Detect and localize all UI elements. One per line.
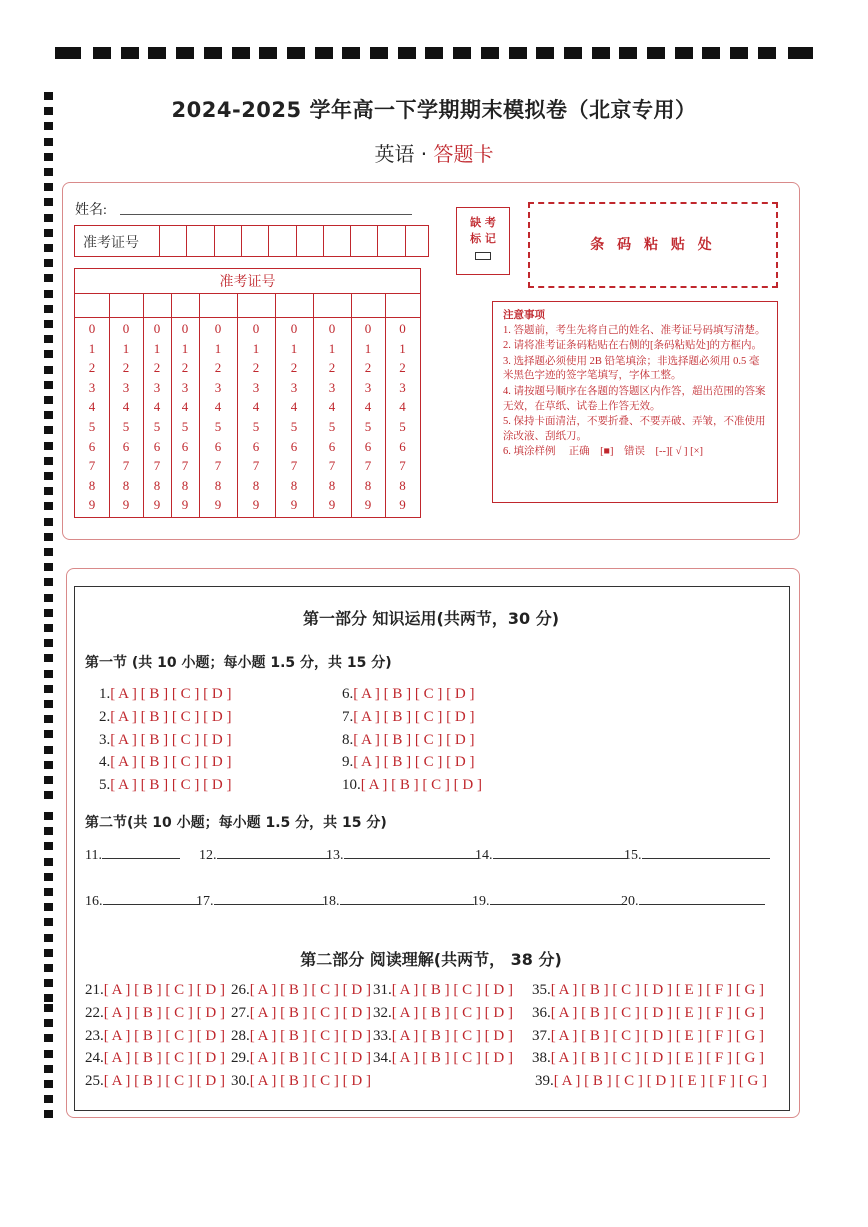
marker-block: [44, 715, 53, 723]
digit-column: [246, 319, 266, 515]
instruction-item: 1. 答题前，考生先将自己的姓名、准考证号码填写清楚。: [503, 324, 766, 336]
marker-block: [44, 1110, 53, 1118]
exam-id-cell[interactable]: [405, 226, 406, 256]
digit-option[interactable]: 6: [252, 438, 260, 454]
digit-option[interactable]: 0: [153, 321, 161, 336]
digit-option[interactable]: 5: [181, 418, 189, 434]
digit-option[interactable]: 9: [364, 497, 372, 513]
digit-option[interactable]: 5: [122, 418, 130, 434]
digit-column: [116, 319, 136, 515]
marker-block: [44, 183, 53, 191]
marker-block: [44, 594, 53, 602]
digit-option[interactable]: 9: [153, 497, 161, 513]
choice-row[interactable]: 32.[ A ] [ B ] [ C ] [ D ]: [373, 1004, 513, 1021]
digit-option[interactable]: 7: [153, 458, 161, 474]
digit-option[interactable]: 5: [290, 418, 298, 434]
marker-block: [44, 244, 53, 252]
missing-label-2: 标 记: [470, 232, 496, 245]
choice-row[interactable]: 36.[ A ] [ B ] [ C ] [ D ] [ E ] [ F ] [ G ]: [532, 1004, 765, 1021]
digit-option[interactable]: 7: [328, 458, 336, 474]
digit-option[interactable]: 2: [122, 360, 130, 376]
marker-block: [44, 290, 53, 298]
marker-block: [44, 700, 53, 708]
exam-id-cell[interactable]: [241, 226, 242, 256]
marker-block: [259, 47, 277, 59]
marker-block: [148, 47, 166, 59]
marker-block: [370, 47, 388, 59]
marker-block: [44, 518, 53, 526]
fill-blank[interactable]: 15.: [624, 846, 770, 864]
grid-column-line: [275, 293, 276, 517]
digit-option[interactable]: 6: [214, 438, 222, 454]
instruction-item: 6. 填涂样例 正确 [■] 错误 [--][ √ ] [×]: [503, 446, 703, 458]
marker-block: [44, 888, 53, 896]
marker-block: [44, 873, 53, 881]
marker-block: [44, 609, 53, 617]
choice-row[interactable]: 34.[ A ] [ B ] [ C ] [ D ]: [373, 1050, 513, 1067]
digit-option[interactable]: 6: [122, 438, 130, 454]
digit-option[interactable]: 2: [88, 360, 96, 376]
digit-option[interactable]: 5: [88, 418, 96, 434]
choice-row[interactable]: 2.[ A ] [ B ] [ C ] [ D ]: [99, 708, 232, 725]
digit-option[interactable]: 8: [328, 477, 336, 493]
marker-block: [44, 827, 53, 835]
digit-option[interactable]: 6: [290, 438, 298, 454]
grid-column-line: [199, 293, 200, 517]
digit-option[interactable]: 6: [88, 438, 96, 454]
fill-blank[interactable]: 13.: [326, 846, 478, 864]
digit-option[interactable]: 0: [181, 321, 189, 336]
marker-block: [232, 47, 250, 59]
digit-option[interactable]: 0: [328, 321, 336, 336]
digit-column: [393, 319, 413, 515]
marker-block: [44, 396, 53, 404]
choice-row[interactable]: 31.[ A ] [ B ] [ C ] [ D ]: [373, 982, 513, 998]
marker-block: [44, 791, 53, 799]
marker-block: [44, 761, 53, 769]
marker-block: [44, 858, 53, 866]
instruction-item: 5. 保持卡面清洁，不要折叠、不要弄破、弄皱，不准使用涂改液、刮纸刀。: [503, 416, 766, 442]
digit-option[interactable]: 1: [88, 340, 96, 356]
choice-row[interactable]: 1.[ A ] [ B ] [ C ] [ D ]: [99, 686, 232, 702]
marker-block: [44, 442, 53, 450]
marker-block: [44, 979, 53, 987]
instructions-box: [492, 301, 778, 503]
digit-option[interactable]: 0: [290, 321, 298, 336]
choice-row[interactable]: 6.[ A ] [ B ] [ C ] [ D ]: [342, 686, 475, 702]
choice-row[interactable]: 10.[ A ] [ B ] [ C ] [ D ]: [342, 777, 482, 794]
marker-block: [44, 214, 53, 222]
digit-option[interactable]: 2: [399, 360, 406, 376]
marker-block: [44, 335, 53, 343]
digit-option[interactable]: 3: [364, 379, 372, 395]
marker-block: [315, 47, 333, 59]
instruction-item: 4. 请按题号顺序在各题的答题区内作答，超出范围的答案无效，在草纸、试卷上作答无效。: [503, 385, 766, 412]
digit-option[interactable]: 4: [214, 399, 222, 415]
exam-id-cell[interactable]: [377, 226, 378, 256]
marker-block: [44, 994, 53, 1002]
digit-option[interactable]: 7: [252, 458, 260, 474]
choice-row[interactable]: 3.[ A ] [ B ] [ C ] [ D ]: [99, 731, 232, 748]
digit-option[interactable]: 1: [328, 340, 336, 356]
choice-row[interactable]: 33.[ A ] [ B ] [ C ] [ D ]: [373, 1027, 513, 1044]
digit-column: [322, 319, 342, 515]
digit-option[interactable]: 2: [328, 360, 336, 376]
digit-option[interactable]: 9: [290, 497, 298, 513]
digit-option[interactable]: 3: [181, 379, 189, 395]
fill-blank[interactable]: 11.: [85, 846, 180, 864]
digit-option[interactable]: 3: [252, 379, 260, 395]
choice-row[interactable]: 9.[ A ] [ B ] [ C ] [ D ]: [342, 754, 475, 771]
fill-blank[interactable]: 14.: [475, 846, 627, 864]
marker-block: [44, 350, 53, 358]
section2-title: 第二节(共 10 小题；每小题 1.5 分，共 15 分): [85, 815, 387, 831]
digit-option[interactable]: 1: [290, 340, 298, 356]
marker-block: [425, 47, 443, 59]
marker-block: [44, 1019, 53, 1027]
digit-option[interactable]: 1: [399, 340, 406, 356]
exam-id-cell[interactable]: [268, 226, 269, 256]
choice-row[interactable]: 37.[ A ] [ B ] [ C ] [ D ] [ E ] [ F ] [ G ]: [532, 1027, 765, 1044]
marker-block: [647, 47, 665, 59]
marker-block: [44, 949, 53, 957]
digit-option[interactable]: 9: [88, 497, 96, 513]
marker-block: [287, 47, 305, 59]
digit-option[interactable]: 1: [153, 340, 161, 356]
exam-id-cell[interactable]: [159, 226, 160, 256]
marker-block: [44, 685, 53, 693]
marker-block: [44, 381, 53, 389]
marker-block: [758, 47, 776, 59]
marker-block: [44, 274, 53, 282]
instruction-item: 3. 选择题必须使用 2B 铅笔填涂；非选择题必须用 0.5 毫米黑色字迹的签字笔填写，字体工整。: [503, 355, 760, 382]
grid-header: 准考证号: [219, 275, 276, 290]
digit-column: [284, 319, 304, 515]
digit-option[interactable]: 2: [181, 360, 189, 376]
digit-column: [82, 319, 102, 515]
marker-block: [702, 47, 720, 59]
marker-block: [619, 47, 637, 59]
choice-row[interactable]: 28.[ A ] [ B ] [ C ] [ D ]: [231, 1027, 371, 1044]
choice-row[interactable]: 8.[ A ] [ B ] [ C ] [ D ]: [342, 731, 475, 748]
barcode-area: [528, 202, 778, 288]
choice-row[interactable]: 5.[ A ] [ B ] [ C ] [ D ]: [99, 777, 232, 794]
digit-option[interactable]: 8: [153, 477, 161, 493]
exam-id-row: [74, 225, 429, 257]
digit-option[interactable]: 7: [181, 458, 189, 474]
marker-block: [730, 47, 748, 59]
digit-option[interactable]: 6: [399, 438, 406, 454]
grid-column-line: [237, 293, 238, 517]
marker-block: [44, 320, 53, 328]
fill-blank[interactable]: 17.: [196, 892, 324, 910]
marker-block: [44, 776, 53, 784]
marker-block: [44, 934, 53, 942]
marker-block: [44, 472, 53, 480]
marker-block: [44, 533, 53, 541]
digit-option[interactable]: 8: [88, 477, 96, 493]
digit-option[interactable]: 7: [88, 458, 96, 474]
exam-id-grid: [74, 268, 421, 518]
digit-option[interactable]: 1: [214, 340, 222, 356]
choice-row[interactable]: 30.[ A ] [ B ] [ C ] [ D ]: [231, 1073, 371, 1090]
missing-exam-mark: [456, 207, 510, 275]
card-label: 答题卡: [433, 142, 494, 166]
marker-block: [44, 670, 53, 678]
digit-option[interactable]: 9: [328, 497, 336, 513]
marker-block: [121, 47, 139, 59]
marker-block: [44, 502, 53, 510]
marker-block: [44, 903, 53, 911]
choice-row[interactable]: 22.[ A ] [ B ] [ C ] [ D ]: [85, 1004, 225, 1021]
grid-column-line: [109, 293, 110, 517]
marker-block: [592, 47, 610, 59]
grid-column-line: [313, 293, 314, 517]
choice-row[interactable]: 24.[ A ] [ B ] [ C ] [ D ]: [85, 1050, 225, 1067]
marker-block: [44, 305, 53, 313]
digit-option[interactable]: 2: [364, 360, 372, 376]
digit-column: [175, 319, 195, 515]
digit-column: [358, 319, 378, 515]
digit-option[interactable]: 6: [181, 438, 189, 454]
exam-id-cell[interactable]: [350, 226, 351, 256]
marker-block: [481, 47, 499, 59]
digit-option[interactable]: 0: [252, 321, 260, 336]
grid-column-line: [351, 293, 352, 517]
digit-option[interactable]: 6: [364, 438, 372, 454]
marker-block: [44, 563, 53, 571]
digit-option[interactable]: 1: [364, 340, 372, 356]
choice-row[interactable]: 35.[ A ] [ B ] [ C ] [ D ] [ E ] [ F ] [ G ]: [532, 982, 765, 998]
missing-fill-box[interactable]: [475, 252, 491, 260]
marker-block: [44, 487, 53, 495]
missing-label-1: 缺 考: [470, 216, 496, 229]
marker-block: [44, 654, 53, 662]
digit-option[interactable]: 4: [153, 399, 161, 415]
marker-block: [44, 1050, 53, 1058]
digit-option[interactable]: 7: [214, 458, 222, 474]
digit-option[interactable]: 3: [122, 379, 130, 395]
digit-option[interactable]: 5: [364, 418, 372, 434]
digit-option[interactable]: 9: [214, 497, 222, 513]
choice-row[interactable]: 4.[ A ] [ B ] [ C ] [ D ]: [99, 754, 232, 771]
marker-block: [44, 411, 53, 419]
digit-option[interactable]: 3: [153, 379, 161, 395]
choice-row[interactable]: 39.[ A ] [ B ] [ C ] [ D ] [ E ] [ F ] [ G ]: [535, 1073, 768, 1090]
marker-block: [44, 1065, 53, 1073]
digit-option[interactable]: 0: [399, 321, 406, 336]
exam-id-cell[interactable]: [186, 226, 187, 256]
instructions-title: 注意事项: [503, 309, 545, 321]
marker-block: [176, 47, 194, 59]
page-title: 2024-2025 学年高一下学期期末模拟卷（北京专用）: [171, 98, 697, 122]
marker-block: [44, 229, 53, 237]
digit-option[interactable]: 5: [153, 418, 161, 434]
exam-id-cell[interactable]: [214, 226, 215, 256]
digit-option[interactable]: 8: [252, 477, 260, 493]
digit-option[interactable]: 9: [122, 497, 130, 513]
fill-blank[interactable]: 20.: [621, 892, 765, 910]
digit-option[interactable]: 8: [122, 477, 130, 493]
marker-block: [44, 168, 53, 176]
instruction-item: 2. 请将准考证条码粘贴在右侧的[条码粘贴处]的方框内。: [503, 340, 762, 352]
marker-block: [55, 47, 81, 59]
exam-id-cell[interactable]: [323, 226, 324, 256]
digit-option[interactable]: 4: [252, 399, 260, 415]
digit-option[interactable]: 4: [181, 399, 189, 415]
digit-option[interactable]: 0: [364, 321, 372, 336]
fill-blank[interactable]: 16.: [85, 892, 199, 910]
marker-block: [564, 47, 582, 59]
choice-row[interactable]: 26.[ A ] [ B ] [ C ] [ D ]: [231, 982, 371, 998]
digit-option[interactable]: 0: [88, 321, 96, 336]
barcode-label: 条 码 粘 贴 处: [590, 237, 716, 253]
digit-option[interactable]: 8: [214, 477, 222, 493]
grid-column-line: [171, 293, 172, 517]
choice-row[interactable]: 7.[ A ] [ B ] [ C ] [ D ]: [342, 708, 475, 725]
marker-block: [509, 47, 527, 59]
digit-column: [147, 319, 167, 515]
digit-option[interactable]: 7: [290, 458, 298, 474]
name-label: 姓名:: [75, 203, 107, 218]
marker-block: [44, 746, 53, 754]
part1-title: 第一部分 知识运用(共两节，30 分): [302, 609, 560, 628]
marker-block: [204, 47, 222, 59]
digit-option[interactable]: 8: [181, 477, 189, 493]
marker-block: [44, 1004, 53, 1012]
marker-block: [44, 198, 53, 206]
marker-block: [93, 47, 111, 59]
choice-row[interactable]: 23.[ A ] [ B ] [ C ] [ D ]: [85, 1027, 225, 1044]
digit-option[interactable]: 7: [364, 458, 372, 474]
choice-row[interactable]: 25.[ A ] [ B ] [ C ] [ D ]: [85, 1073, 225, 1090]
marker-block: [342, 47, 360, 59]
digit-option[interactable]: 5: [328, 418, 336, 434]
marker-block: [44, 457, 53, 465]
digit-option[interactable]: 3: [214, 379, 222, 395]
digit-option[interactable]: 2: [214, 360, 222, 376]
marker-block: [44, 578, 53, 586]
digit-option[interactable]: 8: [290, 477, 298, 493]
digit-option[interactable]: 5: [252, 418, 260, 434]
digit-option[interactable]: 4: [328, 399, 336, 415]
marker-block: [453, 47, 471, 59]
fill-blank[interactable]: 18.: [322, 892, 474, 910]
digit-option[interactable]: 7: [399, 458, 406, 474]
marker-block: [44, 812, 53, 820]
grid-column-line: [143, 293, 144, 517]
digit-option[interactable]: 3: [328, 379, 336, 395]
digit-option[interactable]: 8: [399, 477, 406, 493]
digit-option[interactable]: 8: [364, 477, 372, 493]
marker-block: [44, 639, 53, 647]
digit-option[interactable]: 4: [399, 399, 406, 415]
digit-option[interactable]: 2: [290, 360, 298, 376]
part2-title: 第二部分 阅读理解(共两节， 38 分): [300, 950, 562, 969]
digit-option[interactable]: 0: [214, 321, 222, 336]
choice-row[interactable]: 21.[ A ] [ B ] [ C ] [ D ]: [85, 982, 225, 998]
digit-option[interactable]: 6: [328, 438, 336, 454]
marker-block: [44, 1080, 53, 1088]
digit-option[interactable]: 9: [399, 497, 406, 513]
marker-block: [44, 918, 53, 926]
exam-id-label: 准考证号: [83, 236, 139, 251]
digit-option[interactable]: 1: [181, 340, 189, 356]
grid-column-line: [385, 293, 386, 517]
digit-option[interactable]: 3: [88, 379, 96, 395]
marker-block: [675, 47, 693, 59]
marker-block: [788, 47, 813, 59]
digit-option[interactable]: 9: [181, 497, 189, 513]
section1-title: 第一节 (共 10 小题；每小题 1.5 分，共 15 分): [85, 655, 392, 671]
page-subtitle: [0, 138, 868, 167]
marker-block: [44, 730, 53, 738]
name-field[interactable]: [120, 214, 412, 215]
marker-block: [44, 366, 53, 374]
marker-block: [44, 1095, 53, 1103]
digit-option[interactable]: 6: [153, 438, 161, 454]
digit-option[interactable]: 2: [252, 360, 260, 376]
digit-option[interactable]: 7: [122, 458, 130, 474]
digit-option[interactable]: 3: [290, 379, 298, 395]
choice-row[interactable]: 38.[ A ] [ B ] [ C ] [ D ] [ E ] [ F ] [ G ]: [532, 1050, 765, 1067]
digit-option[interactable]: 4: [290, 399, 298, 415]
digit-option[interactable]: 5: [399, 418, 406, 434]
fill-blank[interactable]: 19.: [472, 892, 624, 910]
digit-option[interactable]: 0: [122, 321, 130, 336]
subject-label: 英语 ·: [374, 142, 428, 166]
marker-block: [536, 47, 554, 59]
choice-row[interactable]: 27.[ A ] [ B ] [ C ] [ D ]: [231, 1004, 371, 1021]
digit-column: [208, 319, 228, 515]
marker-block: [44, 426, 53, 434]
marker-block: [44, 964, 53, 972]
digit-option[interactable]: 2: [153, 360, 161, 376]
marker-block: [44, 1034, 53, 1042]
marker-block: [44, 548, 53, 556]
exam-id-cell[interactable]: [296, 226, 297, 256]
marker-block: [44, 842, 53, 850]
digit-option[interactable]: 9: [252, 497, 260, 513]
digit-option[interactable]: 4: [122, 399, 130, 415]
digit-option[interactable]: 1: [122, 340, 130, 356]
digit-option[interactable]: 3: [399, 379, 406, 395]
digit-option[interactable]: 1: [252, 340, 260, 356]
marker-block: [44, 259, 53, 267]
fill-blank[interactable]: 12.: [199, 846, 329, 864]
digit-option[interactable]: 4: [88, 399, 96, 415]
marker-block: [398, 47, 416, 59]
digit-option[interactable]: 5: [214, 418, 222, 434]
choice-row[interactable]: 29.[ A ] [ B ] [ C ] [ D ]: [231, 1050, 371, 1067]
digit-option[interactable]: 4: [364, 399, 372, 415]
marker-block: [44, 624, 53, 632]
